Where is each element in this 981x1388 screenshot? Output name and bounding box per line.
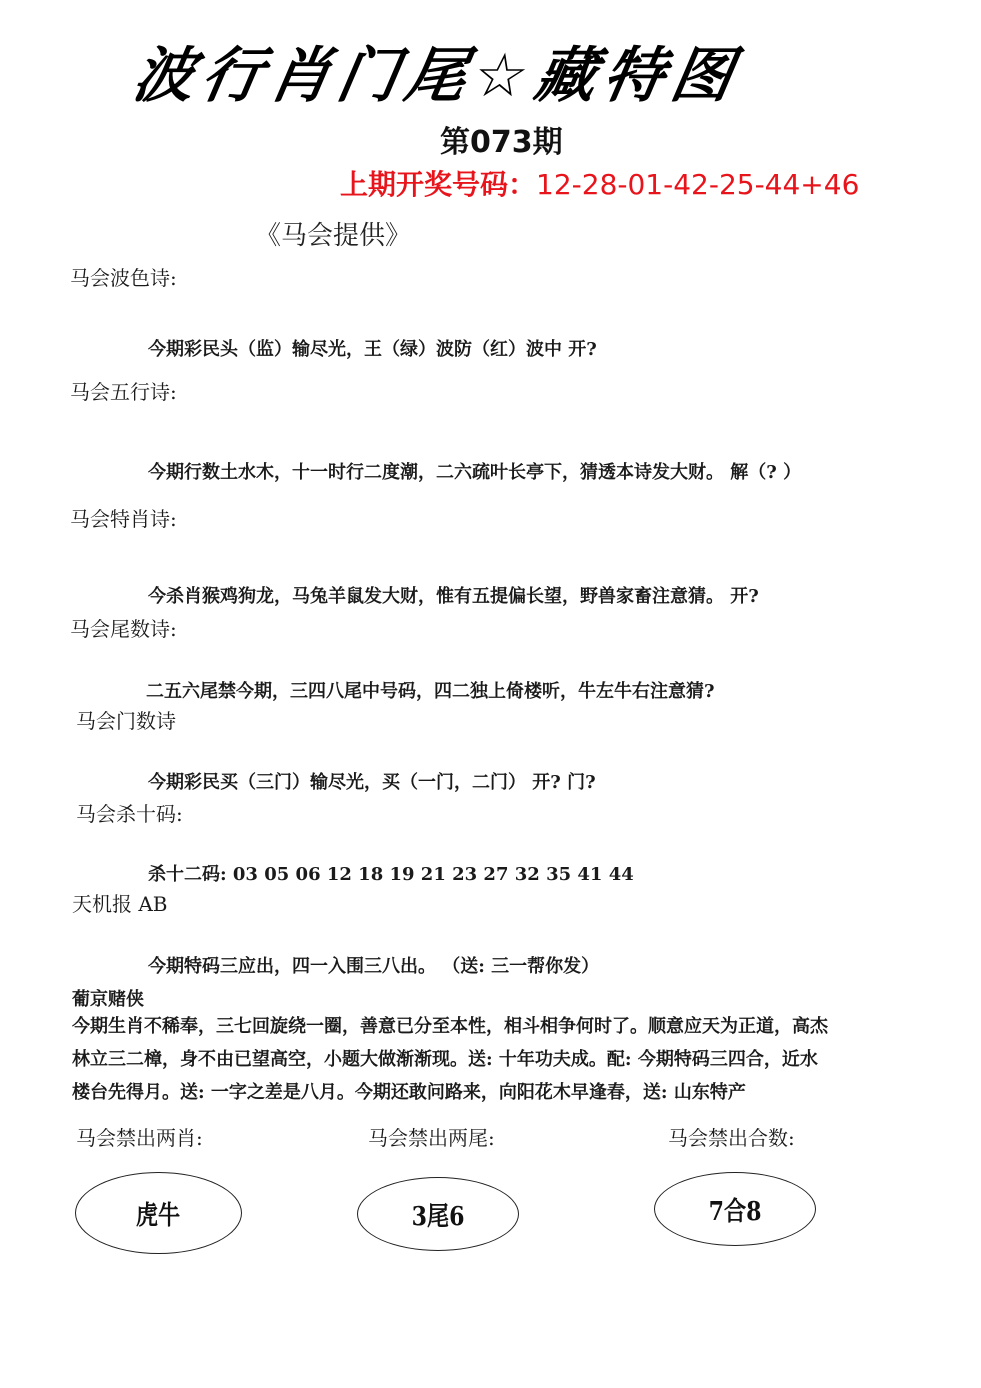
section-verse-zodiac: 今杀肖猴鸡狗龙，马兔羊鼠发大财，惟有五提偏长望，野兽家畜注意猜。 开?: [148, 586, 759, 607]
banned-tail-label: 马会禁出两尾:: [368, 1126, 495, 1150]
gambler-line: 林立三二樟，身不由已望高空，小题大做渐渐现。送: 十年功夫成。配: 今期特码三四合，近水: [72, 1049, 818, 1070]
gambler-heading: 葡京赌侠: [72, 989, 144, 1010]
gambler-paragraph: [72, 1010, 942, 1109]
provider-note: 《马会提供》: [255, 221, 412, 251]
section-heading-zodiac: 马会特肖诗:: [70, 507, 177, 531]
banned-tail-oval: [357, 1177, 519, 1251]
last-draw-label: 上期开奖号码：: [340, 168, 537, 201]
banned-sum-oval: [654, 1172, 816, 1246]
section-heading-kill-numbers: 马会杀十码:: [76, 802, 183, 826]
gambler-line: 今期生肖不稀奉，三七回旋绕一圈，善意已分至本性，相斗相争何时了。顺意应天为正道，高杰: [72, 1016, 828, 1037]
last-draw-numbers: 12-28-01-42-25-44+46: [536, 168, 860, 201]
section-verse-five-elements: 今期行数土水木，十一时行二度潮，二六疏叶长亭下，猜透本诗发大财。 解（? ）: [148, 462, 802, 483]
banned-tail-value: 3尾6: [411, 1201, 465, 1232]
banned-sum-value: 7合8: [708, 1196, 762, 1227]
gambler-line: 楼台先得月。送: 一字之差是八月。今期还敢问路来，向阳花木早逢春，送: 山东特产: [72, 1082, 746, 1103]
banned-zodiac-oval: [75, 1172, 242, 1254]
page-title: 波行肖门尾☆藏特图: [127, 41, 747, 111]
section-verse-tianji: 今期特码三应出，四一入围三八出。 （送: 三一帮你发）: [148, 956, 600, 977]
section-verse-tail: 二五六尾禁今期，三四八尾中号码，四二独上倚楼听，牛左牛右注意猜?: [146, 681, 715, 702]
last-draw-result: [340, 163, 859, 203]
banned-zodiac-label: 马会禁出两肖:: [76, 1126, 203, 1150]
section-verse-wave-color: 今期彩民头（监）输尽光，王（绿）波防（红）波中 开?: [148, 339, 597, 360]
section-heading-tail: 马会尾数诗:: [70, 617, 177, 641]
section-heading-wave-color: 马会波色诗:: [70, 266, 177, 290]
section-verse-gate: 今期彩民买（三门）输尽光，买（一门，二门） 开? 门?: [148, 772, 596, 793]
section-heading-tianji: 天机报 AB: [72, 892, 168, 916]
section-heading-gate: 马会门数诗: [76, 709, 176, 733]
banned-sum-label: 马会禁出合数:: [668, 1126, 795, 1150]
section-heading-five-elements: 马会五行诗:: [70, 380, 177, 404]
issue-number: 第073期: [440, 125, 563, 160]
banned-zodiac-value: 虎牛: [136, 1200, 181, 1231]
section-verse-kill-numbers: 杀十二码: 03 05 06 12 18 19 21 23 27 32 35 41 44: [148, 864, 634, 885]
